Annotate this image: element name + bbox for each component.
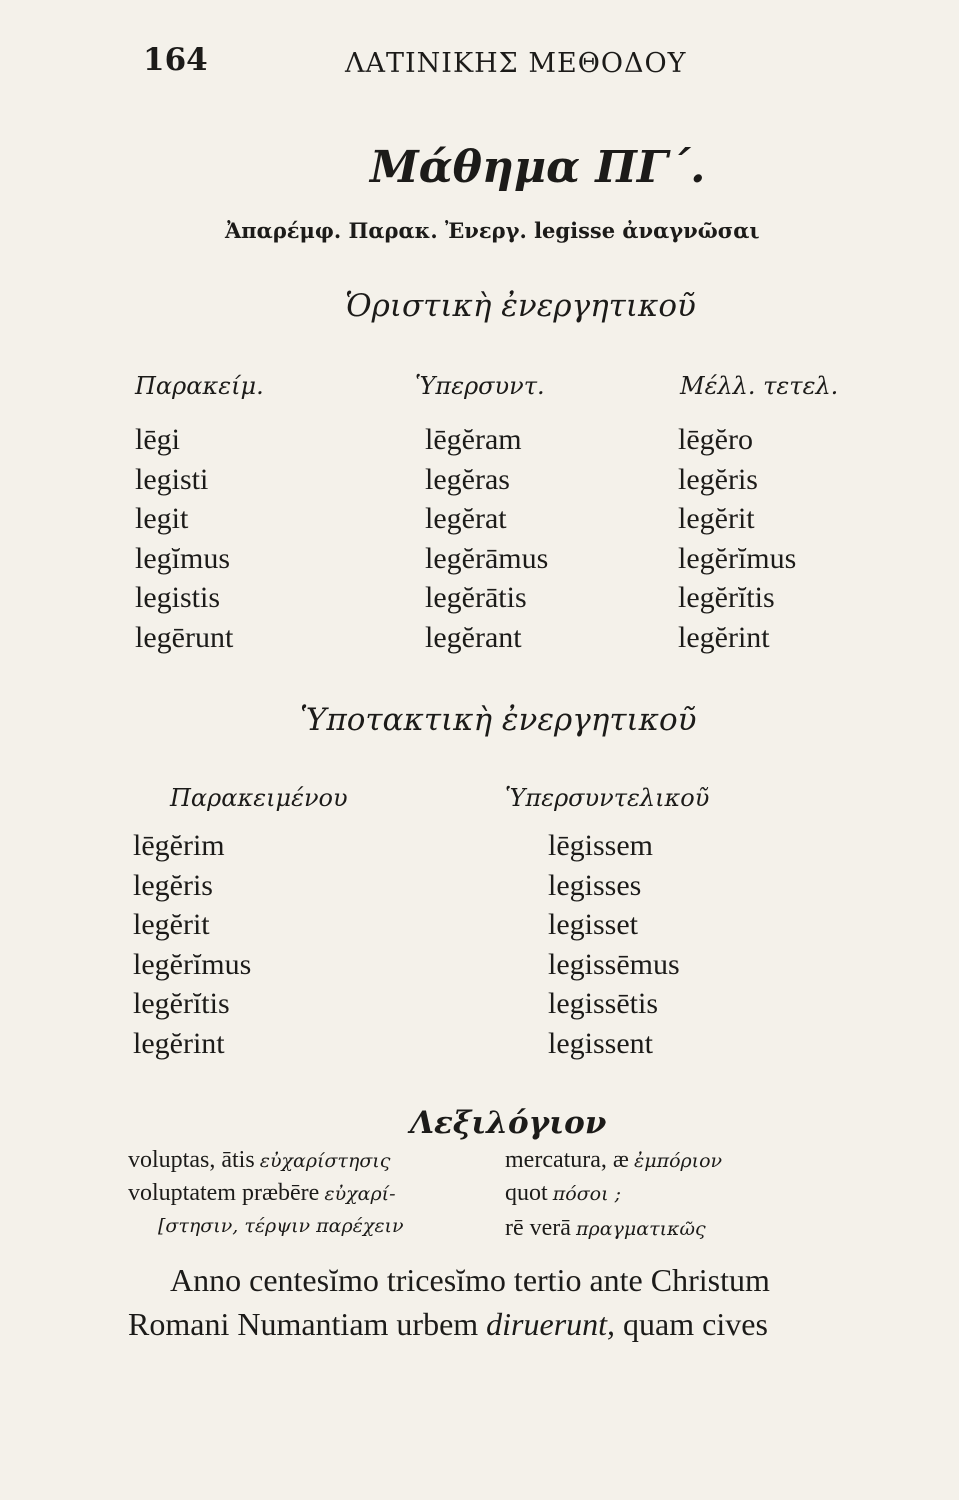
indicative-heading: Ὁριστικὴ ἐνεργητικοῦ <box>345 288 696 324</box>
form: lēgĕro <box>678 423 753 456</box>
lexicon-entry <box>128 1147 390 1174</box>
form: legĕrit <box>133 908 210 941</box>
form: legĕris <box>678 462 758 496</box>
lexicon-entry-continuation <box>158 1215 404 1237</box>
page-number: 164 <box>143 42 208 78</box>
form: legissēmus <box>548 947 680 981</box>
indicative-perfect-forms <box>135 420 233 657</box>
form: legisti <box>135 462 209 496</box>
indicative-future-perfect-heading: Μέλλ. τετελ. <box>680 372 839 400</box>
form: legĕrĭtis <box>133 987 230 1020</box>
prose-italic-text: diruerunt, <box>486 1306 616 1342</box>
lexicon-latin: quot <box>505 1180 548 1206</box>
lesson-title: Μάθημα ΠΓ΄. <box>370 142 706 193</box>
form: legĕrāmus <box>425 541 549 575</box>
indicative-future-perfect-forms <box>678 420 796 657</box>
form: legērunt <box>135 620 234 654</box>
lexicon-greek: πραγματικῶς <box>576 1218 706 1240</box>
lexicon-greek: [στησιν, τέρψιν παρέχειν <box>158 1215 404 1237</box>
subjunctive-perfect-forms <box>133 826 251 1063</box>
subjunctive-perfect-heading: Παρακειμένου <box>170 784 348 812</box>
form: legĕrĭmus <box>133 947 252 981</box>
form: legĕrat <box>425 502 507 535</box>
form: legĕrĭtis <box>678 581 775 614</box>
subjunctive-heading: Ὑποτακτικὴ ἐνεργητικοῦ <box>300 702 697 738</box>
lexicon-latin: voluptas, ātis <box>128 1147 255 1173</box>
form: lēgĕram <box>425 423 522 456</box>
form: lēgĕrim <box>133 829 225 862</box>
infinitive-note: Ἀπαρέμφ. Παρακ. Ἐνεργ. legisse ἀναγνῶσαι <box>225 218 760 243</box>
running-head: ΛΑΤΙΝΙΚΗΣ ΜΕΘΟΔΟΥ <box>345 48 687 79</box>
form: legĕrint <box>133 1026 225 1060</box>
lexicon-greek: εὐχαρί- <box>324 1183 396 1205</box>
lexicon-entry <box>128 1180 396 1207</box>
form: legĕrĭmus <box>678 541 797 575</box>
lexicon-greek: πόσοι ; <box>552 1183 621 1205</box>
form: legĕrātis <box>425 581 527 614</box>
indicative-perfect-heading: Παρακείμ. <box>135 372 264 400</box>
subjunctive-pluperfect-forms <box>548 826 680 1063</box>
subjunctive-pluperfect-heading: Ὑπερσυντελικοῦ <box>505 784 710 812</box>
form: legissent <box>548 1026 653 1060</box>
lexicon-title: Λεξιλόγιον <box>410 1105 607 1141</box>
form: legĕras <box>425 462 510 496</box>
form: legisses <box>548 868 642 902</box>
lexicon-entry <box>505 1215 706 1242</box>
form: legit <box>135 502 189 535</box>
lexicon-latin: mercatura, æ <box>505 1147 629 1173</box>
lexicon-entry <box>505 1180 621 1207</box>
indicative-pluperfect-forms <box>425 420 548 657</box>
form: legĕrant <box>425 620 522 654</box>
form: lēgissem <box>548 829 653 862</box>
form: legĕrit <box>678 502 755 535</box>
prose-line: Anno centesĭmo tricesĭmo tertio ante Christum <box>170 1262 770 1298</box>
prose-text: quam cives <box>623 1306 768 1342</box>
lexicon-latin: rē verā <box>505 1215 571 1241</box>
lexicon-entry <box>505 1147 722 1174</box>
prose-line <box>128 1306 768 1343</box>
form: legĭmus <box>135 541 230 575</box>
indicative-pluperfect-heading: Ὑπερσυντ. <box>415 372 545 400</box>
lexicon-greek: εὐχαρίστησις <box>259 1150 391 1172</box>
lexicon-latin: voluptatem præbēre <box>128 1180 320 1206</box>
lexicon-greek: ἐμπόριον <box>634 1150 723 1172</box>
form: legisset <box>548 908 638 941</box>
form: lēgi <box>135 423 180 456</box>
form: legistis <box>135 581 221 614</box>
form: legissētis <box>548 987 658 1020</box>
form: legĕris <box>133 868 213 902</box>
prose-text: Romani Numantiam urbem <box>128 1306 479 1342</box>
form: legĕrint <box>678 620 770 654</box>
